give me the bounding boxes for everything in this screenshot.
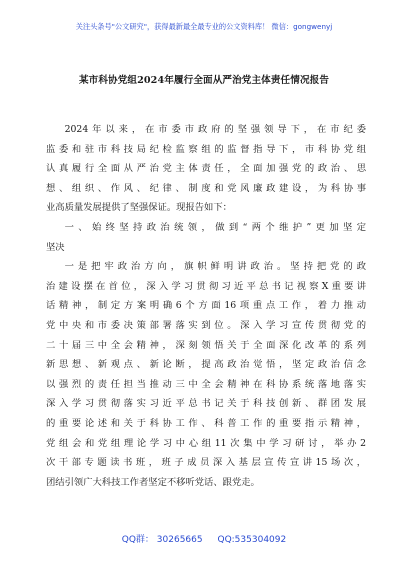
paragraph-line: 深入学习贯彻落实习近平总书记关于科技创新、群团发展 (46, 398, 366, 410)
paragraph-line: 2024年以来，在市委市政府的坚强领导下，在市纪委 (64, 124, 366, 135)
footer-qq-group: QQ群： 30265665 (121, 535, 203, 545)
paragraph-line: 的重要论述和关于科协工作、科普工作的重要指示精神， (46, 417, 366, 429)
section-heading-line: 一、始终坚持政治统领，做到“两个维护”更加坚定 (64, 221, 366, 233)
paragraph-line: 二十届三中全会精神，深刻领悟关于全面深化改革的系列 (46, 339, 366, 351)
paragraph-line: 次干部专题读书班，班子成员深入基层宣传宣讲15场次， (46, 457, 366, 469)
paragraph-line: 以强烈的责任担当推动三中全会精神在科协系统落地落实 (46, 378, 366, 390)
paragraph-line: 党组会和党组理论学习中心组11次集中学习研讨，举办2 (46, 437, 366, 449)
paragraph-line: 一是把牢政治方向，旗帜鲜明讲政治。坚持把党的政 (64, 261, 366, 273)
paragraph-line: 想、组织、作风、纪律、制度和党风廉政建设，为科协事 (46, 182, 366, 194)
document-body (46, 120, 366, 492)
paragraph-line: 业高质量发展提供了坚强保证。现报告如下： (46, 202, 232, 214)
footer-contact (0, 532, 408, 545)
section-heading-line: 坚决 (46, 241, 65, 253)
header-promo-note: 关注头条号"公文研究"，获得最新最全最专业的公文资料库！ 微信：gongwenyj (75, 22, 333, 31)
paragraph-line: 治建设摆在首位，深入学习贯彻习近平总书记视察X重要讲 (46, 280, 366, 292)
paragraph-line: 党中央和市委决策部署落实到位。深入学习宣传贯彻党的 (46, 319, 366, 331)
footer-qq: QQ:535304092 (217, 535, 287, 545)
paragraph-line: 话精神，制定方案明确6个方面16项重点工作，着力推动 (46, 300, 366, 312)
paragraph-line: 认真履行全面从严治党主体责任，全面加强党的政治、思 (46, 163, 366, 175)
paragraph-line: 新思想、新观点、新论断，提高政治觉悟，坚定政治信念 (46, 359, 366, 371)
paragraph-line: 监委和驻市科技局纪检监察组的监督指导下，市科协党组 (46, 143, 366, 155)
paragraph-line: 团结引领广大科技工作者坚定不移听党话、跟党走。 (46, 476, 260, 488)
document-title: 某市科协党组2024年履行全面从严治党主体责任情况报告 (78, 75, 330, 86)
